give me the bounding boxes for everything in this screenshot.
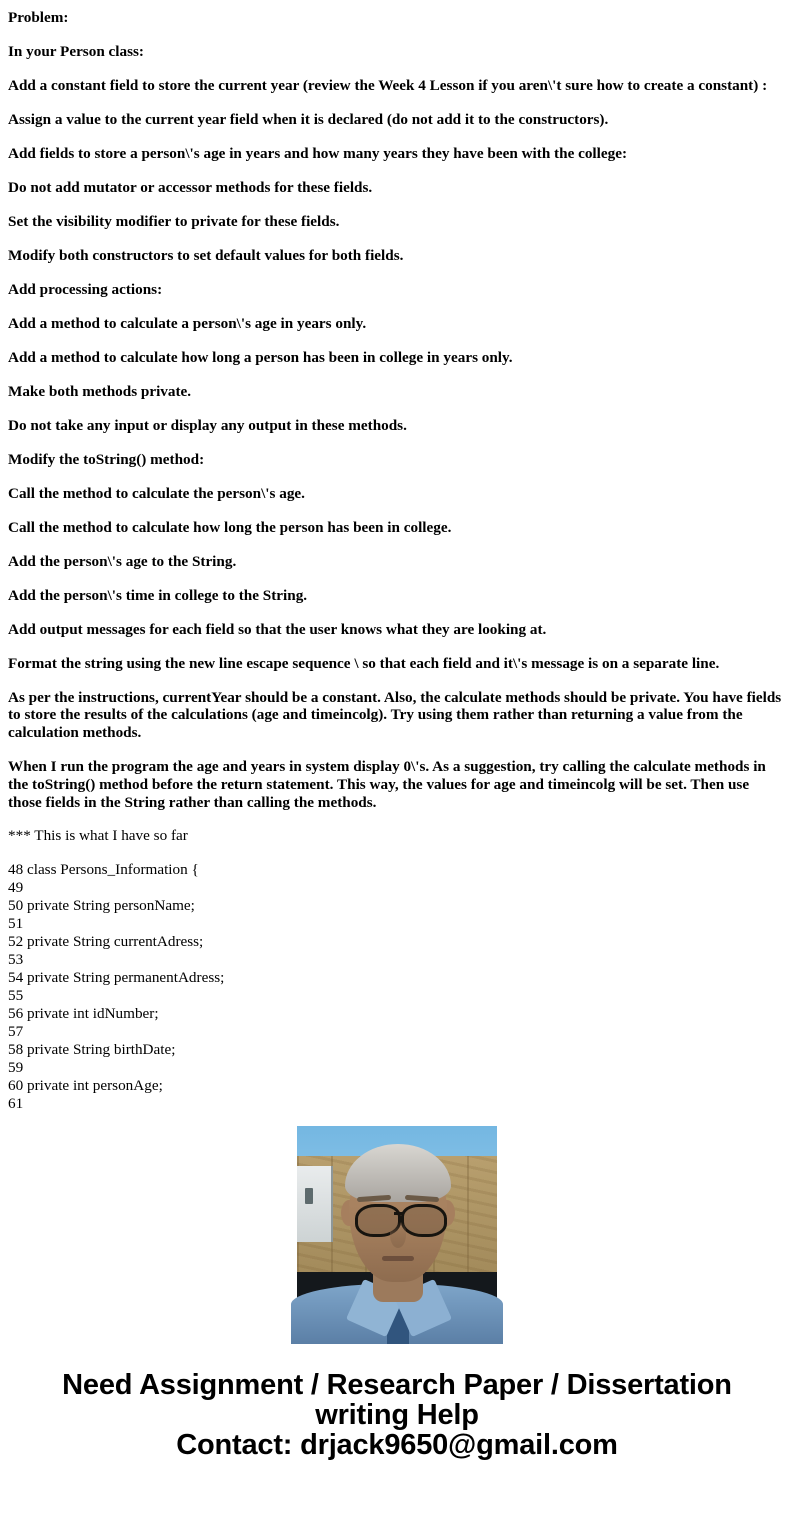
code-line: 55 — [8, 986, 24, 1004]
problem-paragraph: Add output messages for each field so that the user knows what they are looking at. — [8, 620, 547, 638]
problem-paragraph: Make both methods private. — [8, 382, 192, 400]
problem-paragraph: Modify both constructors to set default values for both fields. — [8, 246, 404, 264]
avatar-background-switch — [305, 1188, 313, 1204]
problem-paragraph: Add a constant field to store the current year (review the Week 4 Lesson if you aren\'t sure how to create a constant) : — [8, 76, 768, 94]
problem-paragraph: As per the instructions, currentYear should be a constant. Also, the calculate methods should be private. You have fields to store the results of the calculations (age and timeincolg). Try using them rather than returning a value from the calculation methods. — [8, 688, 782, 742]
code-line: 48 class Persons_Information { — [8, 860, 199, 878]
avatar — [297, 1126, 497, 1328]
code-line: 61 — [8, 1094, 24, 1112]
code-intro-text: *** This is what I have so far — [8, 826, 188, 844]
problem-paragraph: Add the person\'s time in college to the String. — [8, 586, 308, 604]
avatar-glasses-bridge — [394, 1212, 404, 1215]
avatar-glasses-lens-right — [401, 1204, 447, 1237]
problem-paragraph: Add fields to store a person\'s age in years and how many years they have been with the college: — [8, 144, 628, 162]
promo-footer — [0, 1370, 794, 1460]
code-listing-section — [0, 826, 794, 1112]
problem-paragraph: Do not take any input or display any output in these methods. — [8, 416, 407, 434]
code-line: 57 — [8, 1022, 24, 1040]
problem-statement-section — [0, 9, 794, 812]
problem-paragraph: Assign a value to the current year field when it is declared (do not add it to the constructors). — [8, 110, 609, 128]
problem-paragraph: In your Person class: — [8, 42, 144, 60]
promo-headline-line-2: writing Help — [315, 1398, 479, 1431]
problem-paragraph: Modify the toString() method: — [8, 450, 205, 468]
problem-paragraph: Set the visibility modifier to private for these fields. — [8, 212, 340, 230]
promo-headline-line-1: Need Assignment / Research Paper / Dissertation — [62, 1368, 732, 1401]
problem-paragraph: Format the string using the new line escape sequence \ so that each field and it\'s message is on a separate line. — [8, 654, 720, 672]
avatar-mouth — [382, 1256, 414, 1261]
avatar-nose — [390, 1222, 406, 1248]
problem-paragraph: Add a method to calculate a person\'s age in years only. — [8, 314, 367, 332]
code-line: 54 private String permanentAdress; — [8, 968, 225, 986]
code-line: 58 private String birthDate; — [8, 1040, 176, 1058]
avatar-background-panel — [297, 1166, 333, 1242]
problem-paragraph: When I run the program the age and years in system display 0\'s. As a suggestion, try calling the calculate methods in the toString() method before the return statement. This way, the values for age and timeincolg will be set. Then use those fields in the String rather than calling the methods. — [8, 758, 766, 811]
problem-paragraph: Problem: — [8, 9, 69, 26]
problem-paragraph: Do not add mutator or accessor methods for these fields. — [8, 178, 373, 196]
code-line: 59 — [8, 1058, 24, 1076]
code-line: 56 private int idNumber; — [8, 1004, 159, 1022]
problem-paragraph: Add a method to calculate how long a person has been in college in years only. — [8, 348, 513, 366]
promo-contact-line: Contact: drjack9650@gmail.com — [176, 1428, 618, 1461]
problem-paragraph: Add the person\'s age to the String. — [8, 552, 237, 570]
code-line: 49 — [8, 878, 24, 896]
code-line: 51 — [8, 914, 24, 932]
code-line: 53 — [8, 950, 24, 968]
avatar-section — [0, 1126, 794, 1328]
problem-paragraph: Add processing actions: — [8, 280, 163, 298]
code-line: 50 private String personName; — [8, 896, 195, 914]
code-line: 60 private int personAge; — [8, 1076, 163, 1094]
code-line: 52 private String currentAdress; — [8, 932, 204, 950]
problem-paragraph: Call the method to calculate how long the person has been in college. — [8, 518, 452, 536]
code-block — [8, 860, 786, 1112]
problem-paragraph: Call the method to calculate the person\'s age. — [8, 484, 305, 502]
